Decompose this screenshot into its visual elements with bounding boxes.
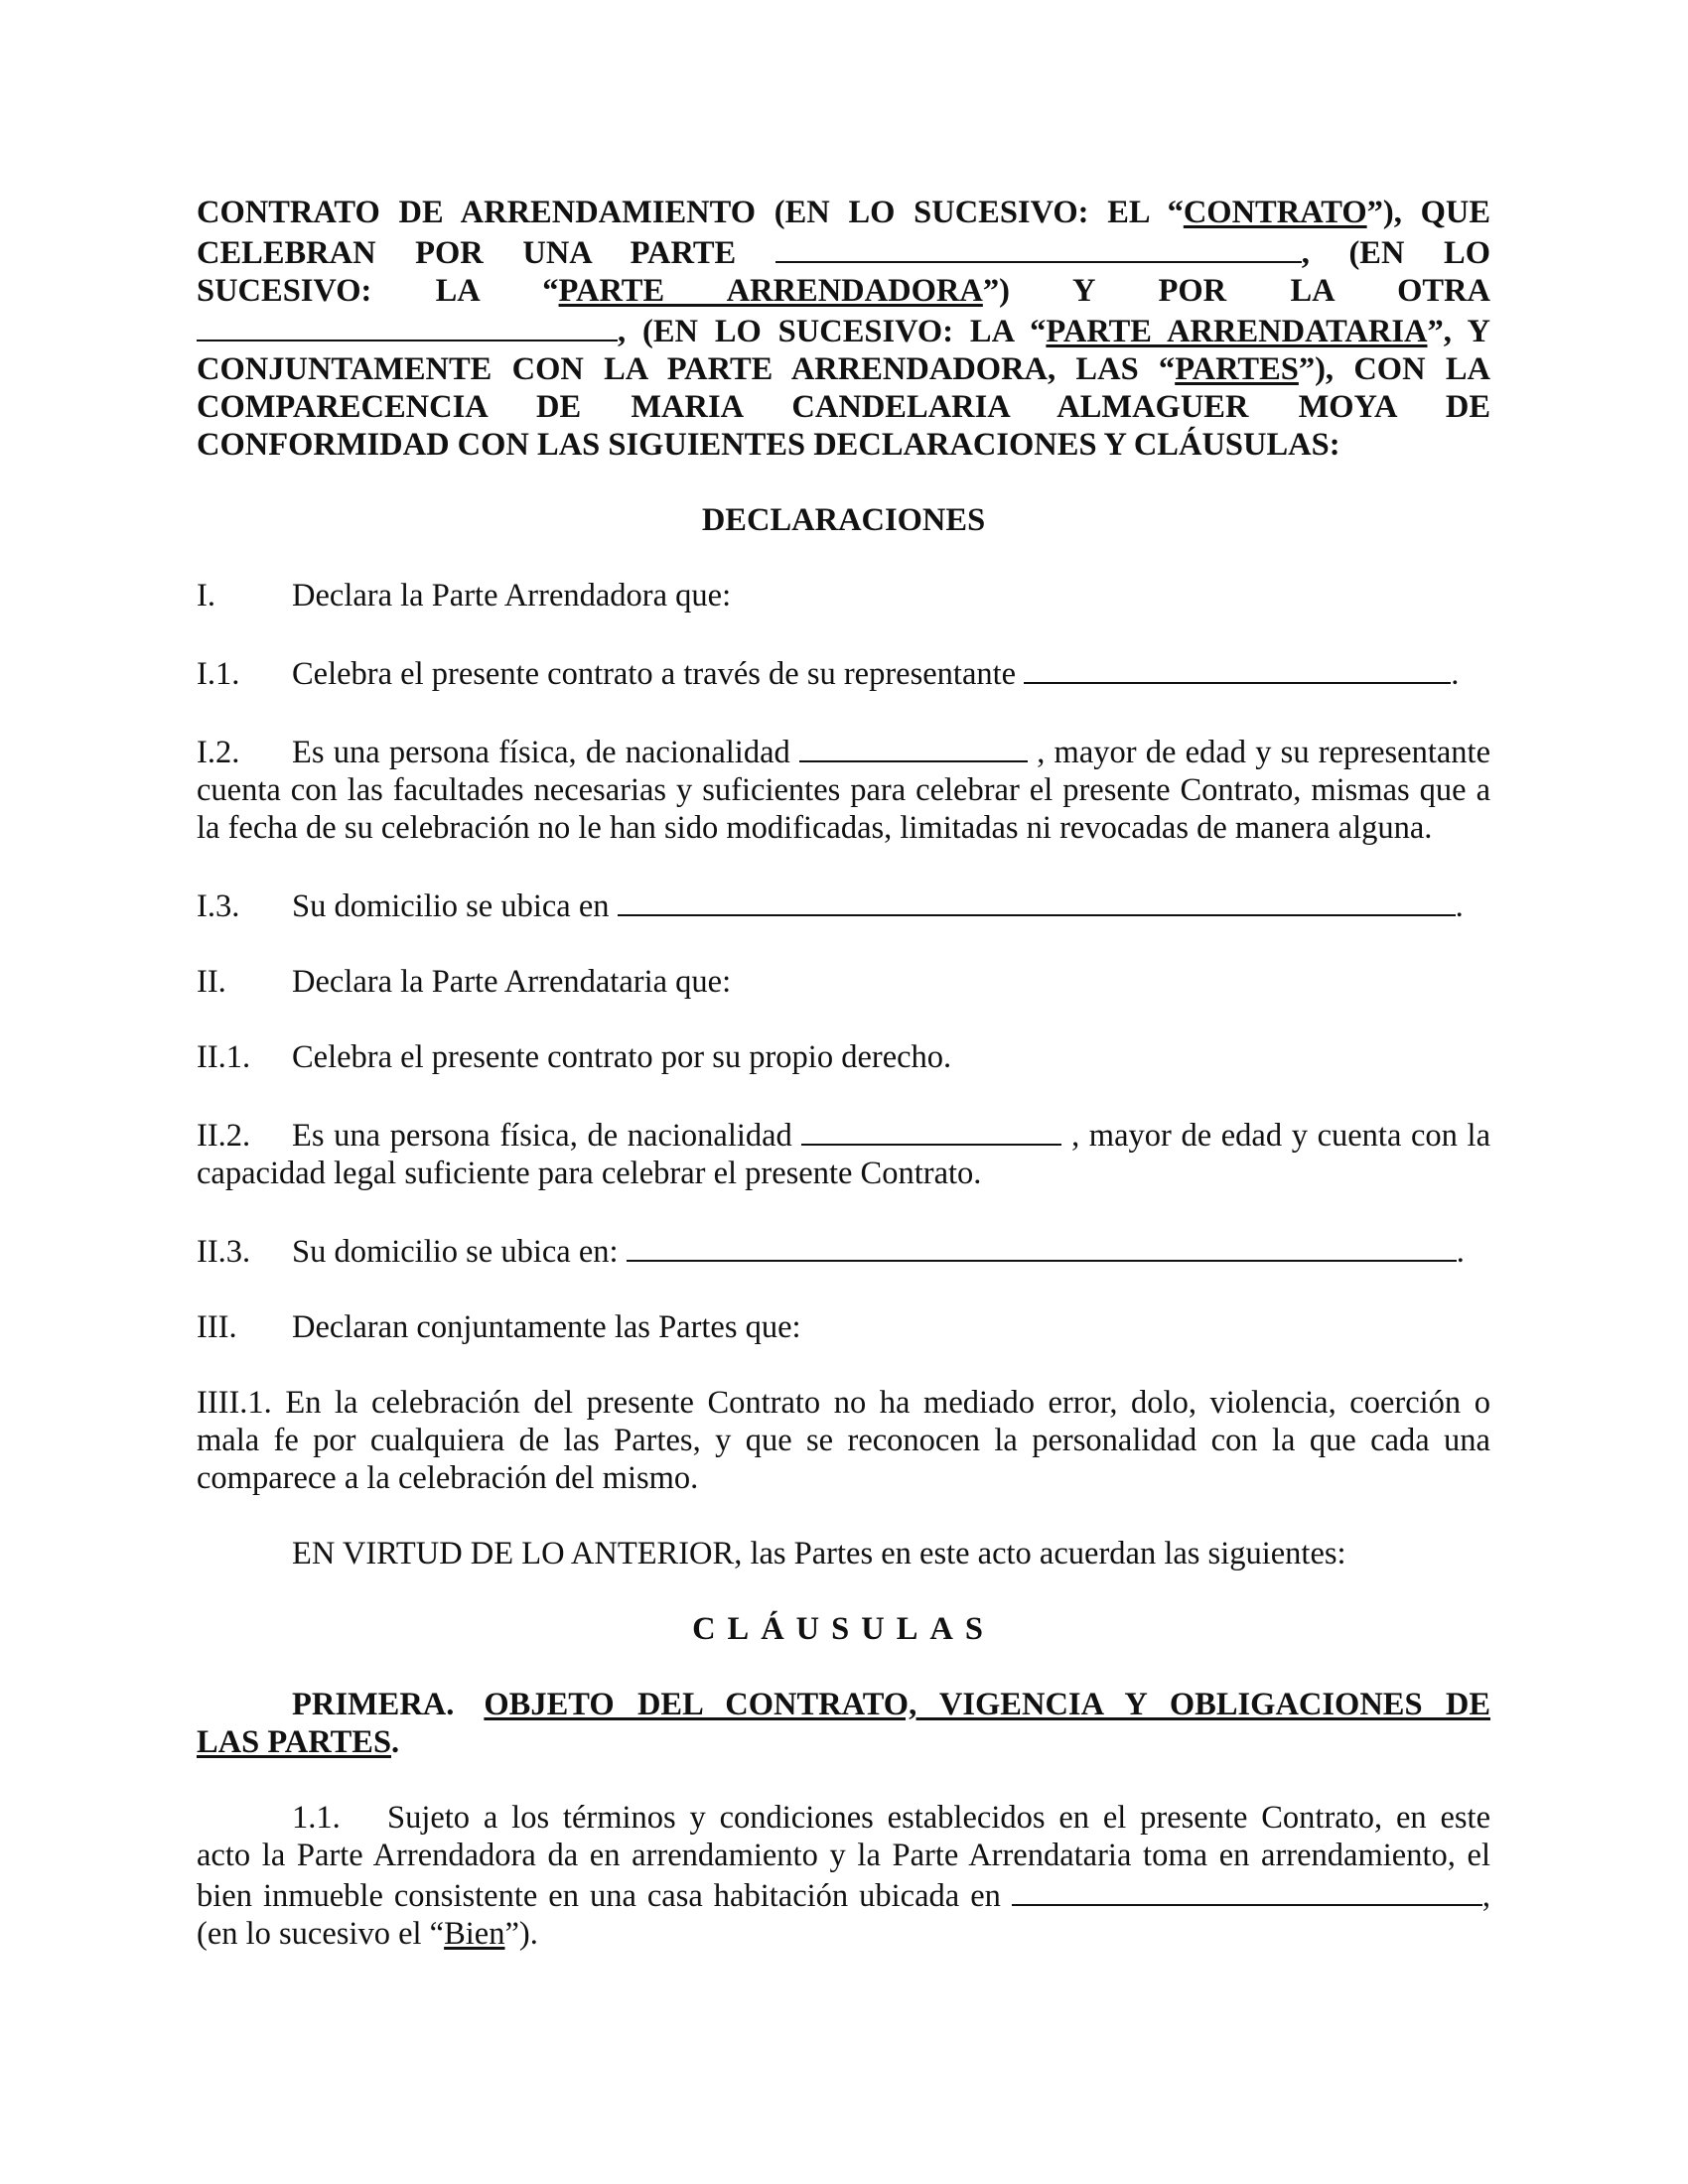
heading-line-5: CONJUNTAMENTE CON LA PARTE ARRENDADORA, LAS “PARTES”), CON LA [197,351,1490,387]
decl-ii2-line-1: II.2. Es una persona física, de nacionalidad , mayor de edad y cuenta con la [197,1114,1490,1155]
decl-i3: I.3. Su domicilio se ubica en . [197,885,1490,925]
clausulas-title: CLÁUSULAS [692,1611,995,1647]
decl-i: I. Declara la Parte Arrendadora que: [197,578,732,614]
primera-heading-line-2: LAS PARTES. [197,1724,400,1760]
decl-ii1: II.1. Celebra el presente contrato por su propio derecho. [197,1039,952,1075]
decl-iii1 [197,1384,1490,1497]
decl-iii1-line-1: IIII.1. En la celebración del presente Contrato no ha mediado error, dolo, violencia, coerción o [197,1385,1490,1421]
clause-1-1-line-3: bien inmueble consistente en una casa habitación ubicada en , [197,1874,1490,1915]
nationality-b-blank[interactable] [801,1114,1061,1146]
decl-iii1-line-3: comparece a la celebración del mismo. [197,1460,699,1496]
representative-blank[interactable] [1024,652,1451,684]
primera-label: PRIMERA. [292,1687,455,1722]
decl-iii1-line-2: mala fe por cualquiera de las Partes, y que se reconocen la personalidad con la que cada una [197,1423,1490,1458]
clause-1-1-line-2: acto la Parte Arrendadora da en arrendamiento y la Parte Arrendataria toma en arrendamiento, el [197,1838,1490,1873]
nationality-a-blank[interactable] [799,731,1028,762]
document-page [197,194,1490,1953]
decl-i2-line-1: I.2. Es una persona física, de nacionalidad , mayor de edad y su representante [197,731,1490,771]
heading-line-1: CONTRATO DE ARRENDAMIENTO (EN LO SUCESIVO: EL “CONTRATO”), QUE [197,195,1490,230]
contract-heading [197,194,1490,464]
heading-line-4: , (EN LO SUCESIVO: LA “PARTE ARRENDATARIA”, Y [197,310,1490,350]
clause-1-1 [197,1799,1490,1953]
party-a-blank[interactable] [775,231,1302,263]
clause-1-1-line-4: (en lo sucesivo el “Bien”). [197,1916,538,1952]
party-b-blank[interactable] [197,310,618,341]
clause-primera-heading [197,1686,1490,1761]
decl-i2 [197,731,1490,847]
primera-heading-line-1: PRIMERA. OBJETO DEL CONTRATO, VIGENCIA Y OBLIGACIONES DE [292,1687,1490,1722]
decl-ii: II. Declara la Parte Arrendataria que: [197,964,732,1000]
clause-1-1-line-1: 1.1. Sujeto a los términos y condiciones establecidos en el presente Contrato, en este [292,1800,1490,1836]
decl-i1: I.1. Celebra el presente contrato a través de su representante . [197,652,1490,693]
en-virtud-paragraph: EN VIRTUD DE LO ANTERIOR, las Partes en este acto acuerdan las siguientes: [292,1536,1346,1571]
heading-line-7: CONFORMIDAD CON LAS SIGUIENTES DECLARACIONES Y CLÁUSULAS: [197,427,1340,463]
decl-i2-line-2: cuenta con las facultades necesarias y suficientes para celebrar el presente Contrato, mismas que a [197,772,1490,808]
declaraciones-title: DECLARACIONES [701,502,986,538]
heading-line-6: COMPARECENCIA DE MARIA CANDELARIA ALMAGUER MOYA DE [197,389,1490,425]
heading-line-2: CELEBRAN POR UNA PARTE , (EN LO [197,231,1490,272]
decl-ii2-line-2: capacidad legal suficiente para celebrar el presente Contrato. [197,1156,982,1191]
address-a-blank[interactable] [618,885,1456,916]
decl-ii3: II.3. Su domicilio se ubica en: . [197,1230,1490,1271]
heading-line-3: SUCESIVO: LA “PARTE ARRENDADORA”) Y POR LA OTRA [197,273,1490,309]
address-b-blank[interactable] [627,1230,1457,1262]
decl-i2-line-3: la fecha de su celebración no le han sido modificadas, limitadas ni revocadas de manera alguna. [197,810,1433,846]
property-address-blank[interactable] [1012,1874,1482,1906]
decl-iii: III. Declaran conjuntamente las Partes que: [197,1309,801,1345]
decl-ii2 [197,1114,1490,1192]
